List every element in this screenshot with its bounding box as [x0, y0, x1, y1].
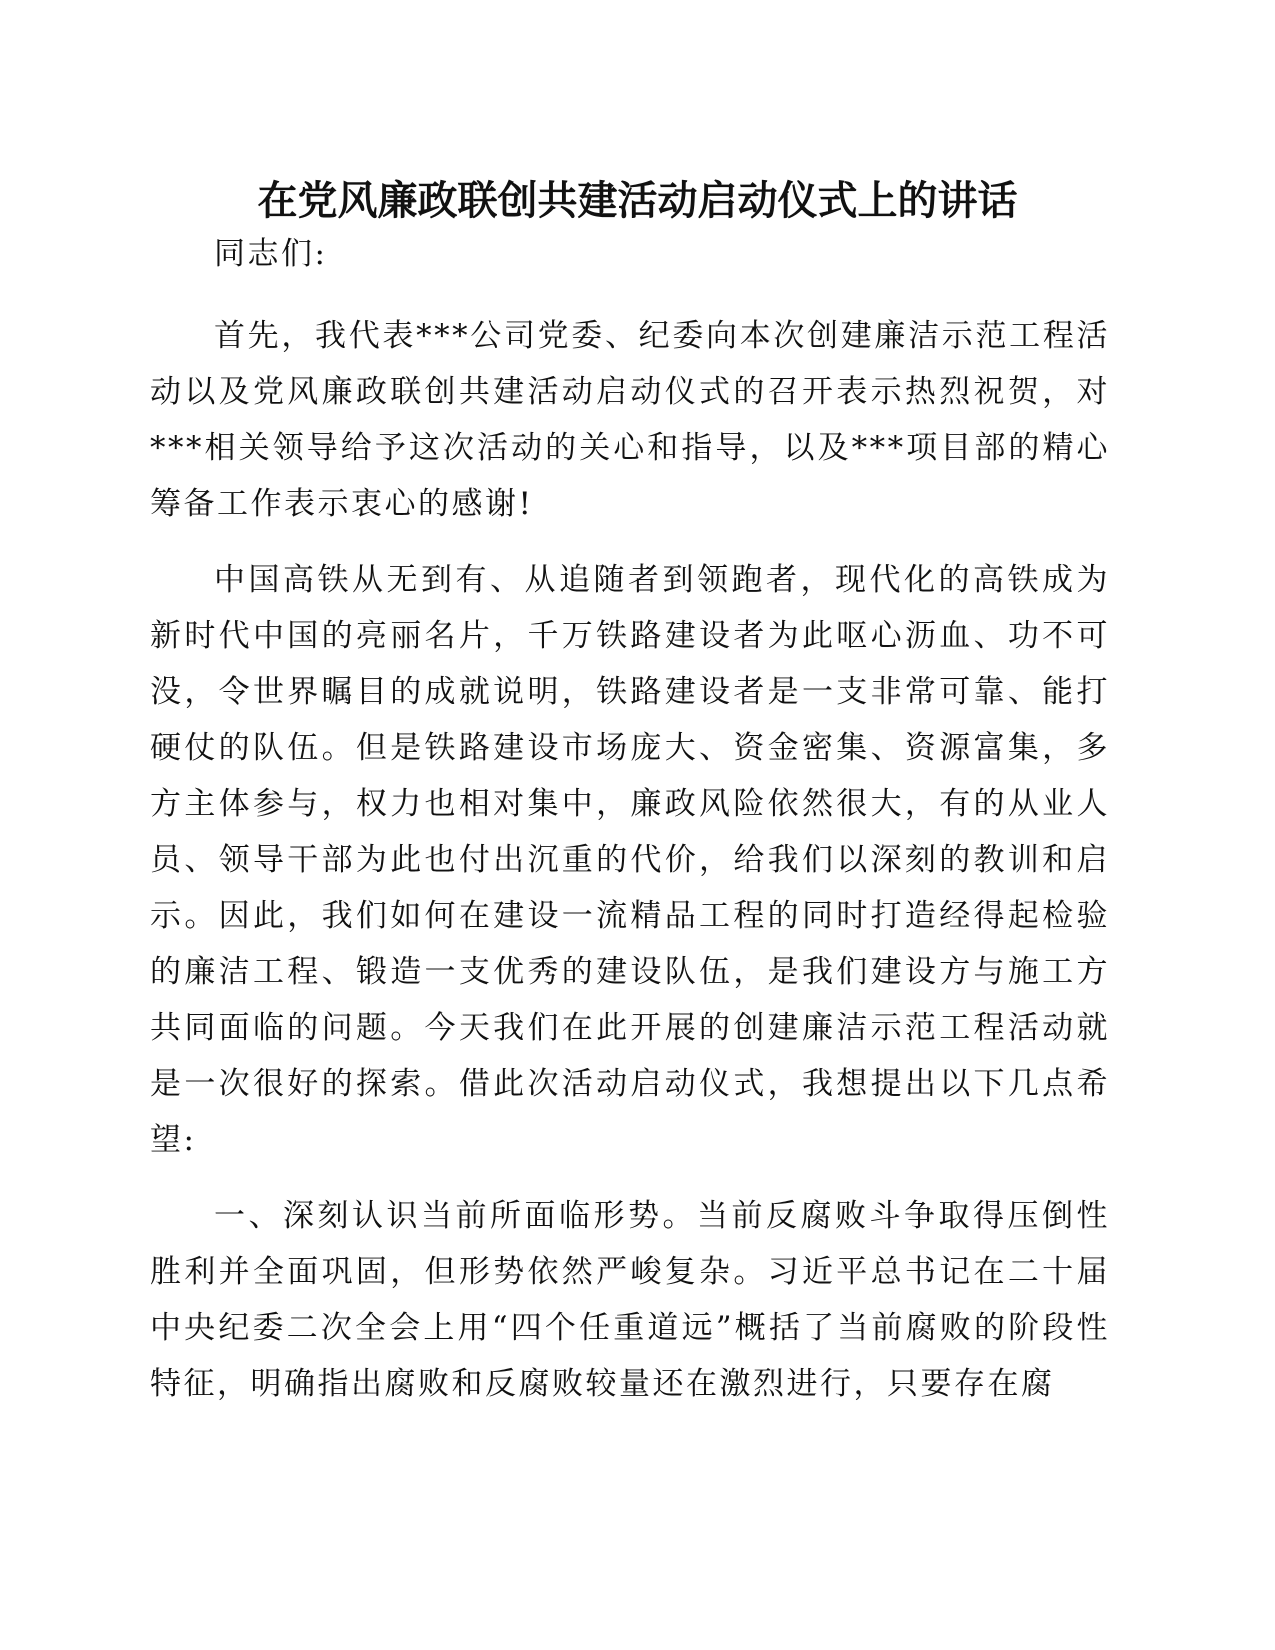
paragraph-3: 一、深刻认识当前所面临形势。当前反腐败斗争取得压倒性胜利并全面巩固，但形势依然严峻复杂。习近平总书记在二十届中央纪委二次全会上用“四个任重道远”概括了当前腐败的阶段性特征，明确指出腐败和反腐败较量还在激烈进行，只要存在腐: [150, 1198, 1110, 1402]
document-body: [150, 226, 1110, 1412]
salutation: 同志们:: [214, 236, 328, 272]
document-title: 在党风廉政联创共建活动启动仪式上的讲话: [257, 178, 1018, 224]
paragraph-1: 首先，我代表***公司党委、纪委向本次创建廉洁示范工程活动以及党风廉政联创共建活动启动仪式的召开表示热烈祝贺，对***相关领导给予这次活动的关心和指导，以及***项目部的精心筹备工作表示衷心的感谢!: [150, 318, 1110, 522]
paragraph-2: 中国高铁从无到有、从追随者到领跑者，现代化的高铁成为新时代中国的亮丽名片，千万铁路建设者为此呕心沥血、功不可没，令世界瞩目的成就说明，铁路建设者是一支非常可靠、能打硬仗的队伍。但是铁路建设市场庞大、资金密集、资源富集，多方主体参与，权力也相对集中，廉政风险依然很大，有的从业人员、领导干部为此也付出沉重的代价，给我们以深刻的教训和启示。因此，我们如何在建设一流精品工程的同时打造经得起检验的廉洁工程、锻造一支优秀的建设队伍，是我们建设方与施工方共同面临的问题。今天我们在此开展的创建廉洁示范工程活动就是一次很好的探索。借此次活动启动仪式，我想提出以下几点希望:: [150, 562, 1110, 1158]
